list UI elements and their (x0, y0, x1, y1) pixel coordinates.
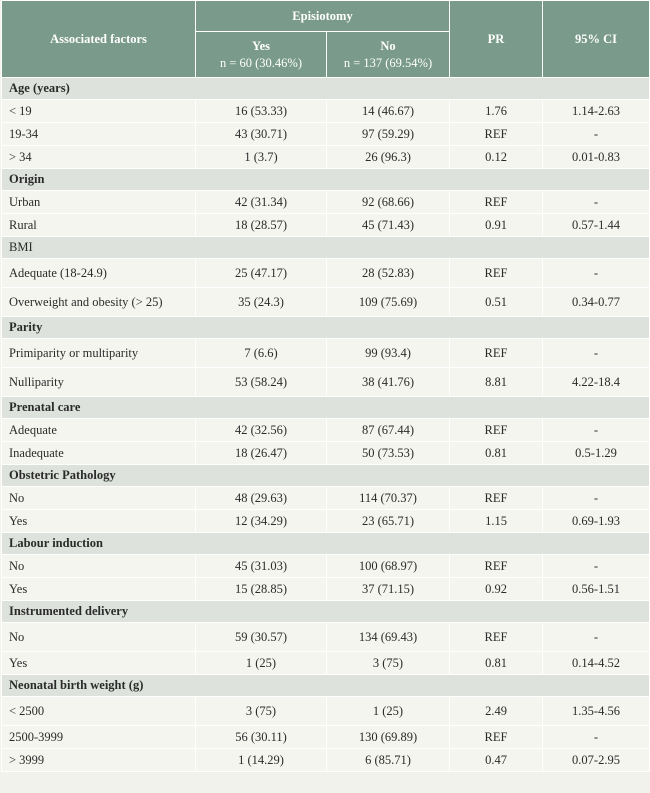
pr-cell: 8.81 (450, 368, 543, 397)
table-row (2, 442, 650, 465)
pr-cell: 0.92 (450, 578, 543, 601)
factor-cell: No (2, 487, 196, 510)
yes-cell: 3 (75) (196, 697, 327, 726)
yes-cell: 1 (14.29) (196, 749, 327, 772)
pr-cell: 0.81 (450, 442, 543, 465)
yes-cell: 15 (28.85) (196, 578, 327, 601)
no-cell: 3 (75) (327, 652, 450, 675)
header-associated-factors: Associated factors (2, 1, 196, 78)
pr-cell: REF (450, 191, 543, 214)
table-row (2, 123, 650, 146)
factor-cell: Primiparity or multiparity (2, 339, 196, 368)
table-row (2, 191, 650, 214)
no-cell: 99 (93.4) (327, 339, 450, 368)
pr-cell: 0.81 (450, 652, 543, 675)
ci-cell: - (543, 339, 650, 368)
ci-cell: - (543, 259, 650, 288)
no-cell: 100 (68.97) (327, 555, 450, 578)
group-title: Parity (2, 317, 650, 339)
yes-cell: 12 (34.29) (196, 510, 327, 533)
no-cell: 109 (75.69) (327, 288, 450, 317)
factor-cell: Yes (2, 510, 196, 533)
yes-cell: 16 (53.33) (196, 100, 327, 123)
table-row (2, 339, 650, 368)
ci-cell: 1.14-2.63 (543, 100, 650, 123)
header-no-n: n = 137 (69.54%) (343, 55, 433, 70)
ci-cell: 0.07-2.95 (543, 749, 650, 772)
pr-cell: 0.91 (450, 214, 543, 237)
table-row (2, 726, 650, 749)
no-cell: 38 (41.76) (327, 368, 450, 397)
pr-cell: 2.49 (450, 697, 543, 726)
group-row (2, 317, 650, 339)
pr-cell: REF (450, 726, 543, 749)
group-row (2, 533, 650, 555)
table-row (2, 419, 650, 442)
table-body (2, 78, 650, 772)
pr-cell: 1.76 (450, 100, 543, 123)
table-row (2, 214, 650, 237)
factor-cell: > 3999 (2, 749, 196, 772)
yes-cell: 25 (47.17) (196, 259, 327, 288)
factor-cell: Urban (2, 191, 196, 214)
group-row (2, 397, 650, 419)
ci-cell: 1.35-4.56 (543, 697, 650, 726)
table-row (2, 623, 650, 652)
no-cell: 23 (65.71) (327, 510, 450, 533)
table-row (2, 510, 650, 533)
group-row (2, 675, 650, 697)
associated-factors-table (1, 0, 650, 772)
ci-cell: 0.57-1.44 (543, 214, 650, 237)
yes-cell: 42 (31.34) (196, 191, 327, 214)
pr-cell: REF (450, 339, 543, 368)
pr-cell: 1.15 (450, 510, 543, 533)
no-cell: 134 (69.43) (327, 623, 450, 652)
yes-cell: 43 (30.71) (196, 123, 327, 146)
no-cell: 6 (85.71) (327, 749, 450, 772)
pr-cell: REF (450, 123, 543, 146)
table-row (2, 578, 650, 601)
factor-cell: No (2, 555, 196, 578)
table-row (2, 288, 650, 317)
pr-cell: REF (450, 555, 543, 578)
header-yes-n: n = 60 (30.46%) (219, 55, 303, 70)
factor-cell: Nulliparity (2, 368, 196, 397)
table-row (2, 749, 650, 772)
yes-cell: 7 (6.6) (196, 339, 327, 368)
group-row (2, 237, 650, 259)
yes-cell: 1 (25) (196, 652, 327, 675)
factor-cell: Adequate (2, 419, 196, 442)
header-ci: 95% CI (543, 1, 650, 78)
factor-cell: 19-34 (2, 123, 196, 146)
no-cell: 14 (46.67) (327, 100, 450, 123)
table-header (2, 1, 650, 78)
group-title: Prenatal care (2, 397, 650, 419)
header-yes-label: Yes (251, 38, 271, 53)
group-row (2, 601, 650, 623)
ci-cell: - (543, 419, 650, 442)
no-cell: 114 (70.37) (327, 487, 450, 510)
group-title: BMI (2, 237, 650, 259)
group-title: Origin (2, 169, 650, 191)
group-title: Instrumented delivery (2, 601, 650, 623)
yes-cell: 56 (30.11) (196, 726, 327, 749)
factor-cell: > 34 (2, 146, 196, 169)
ci-cell: - (543, 623, 650, 652)
header-pr: PR (450, 1, 543, 78)
group-row (2, 465, 650, 487)
pr-cell: 0.47 (450, 749, 543, 772)
yes-cell: 18 (28.57) (196, 214, 327, 237)
factor-cell: Yes (2, 578, 196, 601)
header-no (327, 32, 450, 78)
factor-cell: 2500-3999 (2, 726, 196, 749)
pr-cell: REF (450, 487, 543, 510)
no-cell: 26 (96.3) (327, 146, 450, 169)
ci-cell: 0.69-1.93 (543, 510, 650, 533)
yes-cell: 59 (30.57) (196, 623, 327, 652)
table-row (2, 487, 650, 510)
ci-cell: - (543, 123, 650, 146)
yes-cell: 45 (31.03) (196, 555, 327, 578)
pr-cell: REF (450, 259, 543, 288)
table-row (2, 259, 650, 288)
table-row (2, 555, 650, 578)
group-title: Neonatal birth weight (g) (2, 675, 650, 697)
no-cell: 45 (71.43) (327, 214, 450, 237)
ci-cell: 4.22-18.4 (543, 368, 650, 397)
yes-cell: 1 (3.7) (196, 146, 327, 169)
ci-cell: 0.14-4.52 (543, 652, 650, 675)
pr-cell: 0.12 (450, 146, 543, 169)
header-yes (196, 32, 327, 78)
header-episiotomy: Episiotomy (196, 1, 450, 32)
table-row (2, 100, 650, 123)
factor-cell: Yes (2, 652, 196, 675)
no-cell: 50 (73.53) (327, 442, 450, 465)
table-row (2, 368, 650, 397)
factor-cell: Rural (2, 214, 196, 237)
factor-cell: Overweight and obesity (> 25) (2, 288, 196, 317)
group-title: Obstetric Pathology (2, 465, 650, 487)
pr-cell: 0.51 (450, 288, 543, 317)
no-cell: 37 (71.15) (327, 578, 450, 601)
no-cell: 92 (68.66) (327, 191, 450, 214)
yes-cell: 42 (32.56) (196, 419, 327, 442)
group-row (2, 169, 650, 191)
table-row (2, 146, 650, 169)
ci-cell: - (543, 191, 650, 214)
table-row (2, 652, 650, 675)
yes-cell: 18 (26.47) (196, 442, 327, 465)
group-title: Labour induction (2, 533, 650, 555)
group-row (2, 78, 650, 100)
factor-cell: < 2500 (2, 697, 196, 726)
pr-cell: REF (450, 623, 543, 652)
ci-cell: 0.56-1.51 (543, 578, 650, 601)
table-row (2, 697, 650, 726)
no-cell: 97 (59.29) (327, 123, 450, 146)
no-cell: 28 (52.83) (327, 259, 450, 288)
factor-cell: Inadequate (2, 442, 196, 465)
ci-cell: 0.01-0.83 (543, 146, 650, 169)
factor-cell: < 19 (2, 100, 196, 123)
no-cell: 130 (69.89) (327, 726, 450, 749)
group-title: Age (years) (2, 78, 650, 100)
yes-cell: 53 (58.24) (196, 368, 327, 397)
no-cell: 87 (67.44) (327, 419, 450, 442)
ci-cell: 0.34-0.77 (543, 288, 650, 317)
yes-cell: 35 (24.3) (196, 288, 327, 317)
no-cell: 1 (25) (327, 697, 450, 726)
ci-cell: 0.5-1.29 (543, 442, 650, 465)
factor-cell: Adequate (18-24.9) (2, 259, 196, 288)
ci-cell: - (543, 726, 650, 749)
yes-cell: 48 (29.63) (196, 487, 327, 510)
pr-cell: REF (450, 419, 543, 442)
factor-cell: No (2, 623, 196, 652)
ci-cell: - (543, 487, 650, 510)
header-no-label: No (380, 38, 396, 53)
ci-cell: - (543, 555, 650, 578)
